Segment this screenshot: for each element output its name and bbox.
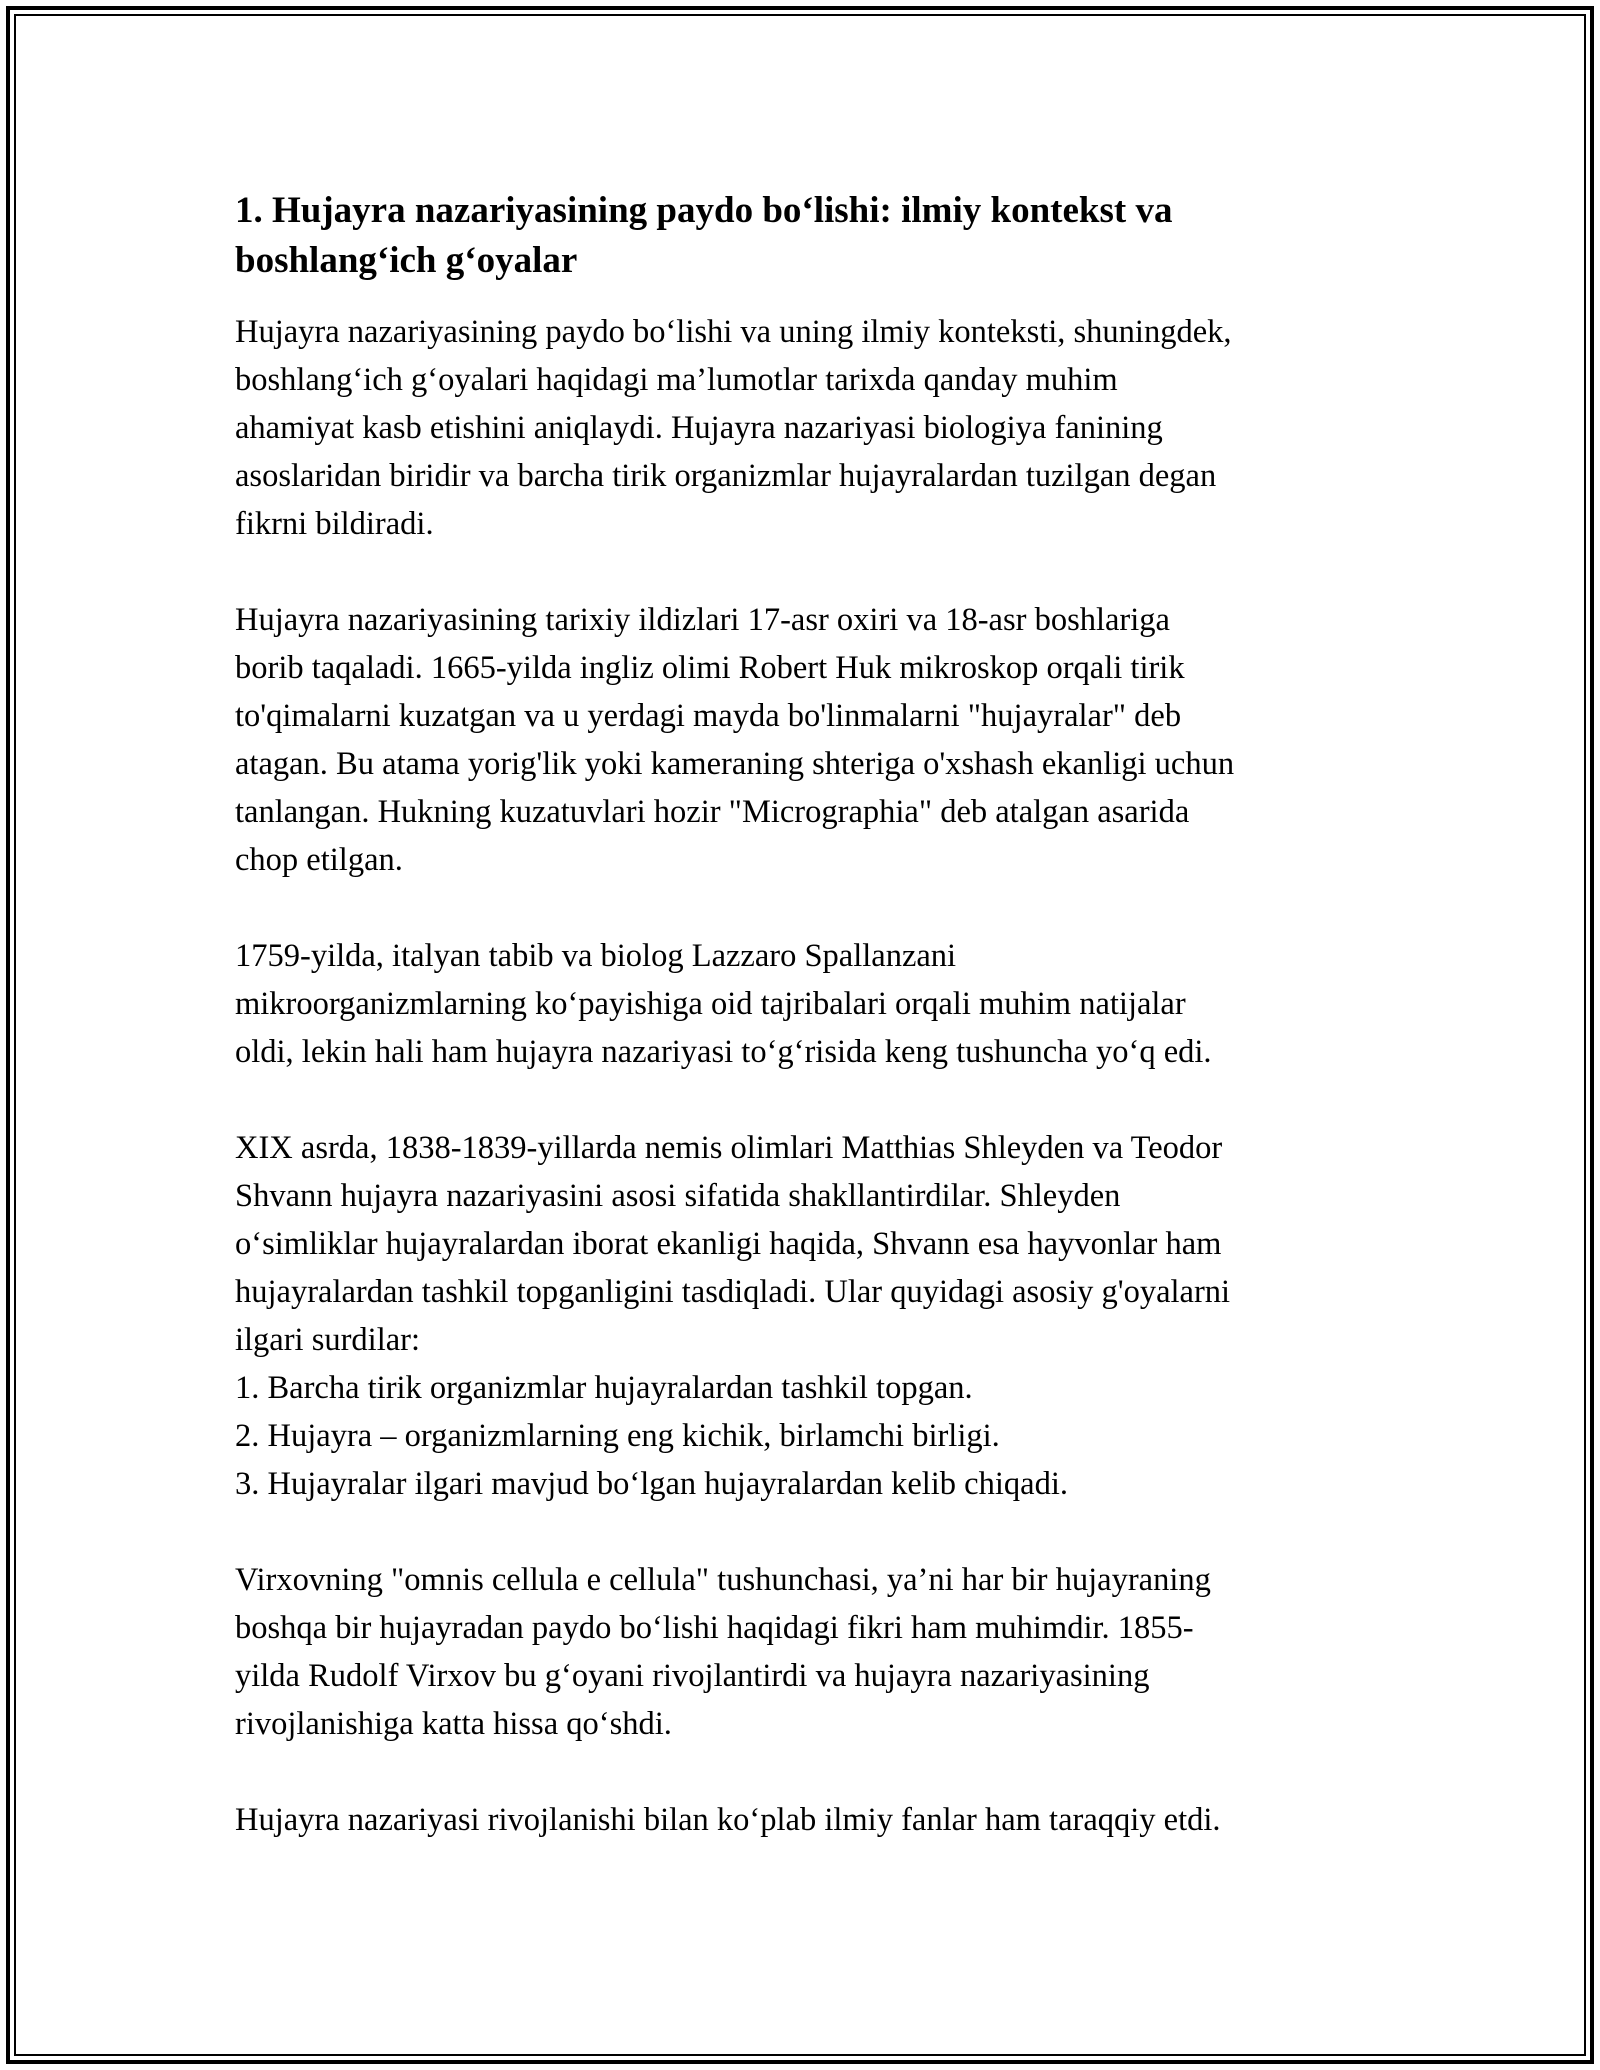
heading-line: 1. Hujayra nazariyasining paydo bo‘lishi: ilmiy kontekst va xyxy=(235,190,1173,231)
text-line: Hujayra nazariyasining tarixiy ildizlari 17-asr oxiri va 18-asr boshlariga xyxy=(235,602,1170,638)
text-line: atagan. Bu atama yorig'lik yoki kameraning shteriga o'xshash ekanligi uchun xyxy=(235,746,1235,782)
list-item: 3. Hujayralar ilgari mavjud bo‘lgan hujayralardan kelib chiqadi. xyxy=(235,1466,1068,1502)
text-line: Hujayra nazariyasining paydo bo‘lishi va uning ilmiy konteksti, shuningdek, xyxy=(235,314,1232,350)
paragraph-spallanzani xyxy=(235,932,1370,1076)
text-line: hujayralardan tashkil topganligini tasdiqladi. Ular quyidagi asosiy g'oyalarni xyxy=(235,1274,1231,1310)
text-line: ahamiyat kasb etishini aniqlaydi. Hujayra nazariyasi biologiya fanining xyxy=(235,410,1163,446)
text-line: to'qimalarni kuzatgan va u yerdagi mayda bo'linmalarni "hujayralar" deb xyxy=(235,698,1182,734)
text-line: fikrni bildiradi. xyxy=(235,506,434,542)
text-line: Hujayra nazariyasi rivojlanishi bilan ko‘plab ilmiy fanlar ham taraqqiy etdi. xyxy=(235,1802,1221,1838)
text-line: oldi, lekin hali ham hujayra nazariyasi to‘g‘risida keng tushuncha yo‘q edi. xyxy=(235,1034,1212,1070)
text-line: XIX asrda, 1838-1839-yillarda nemis olimlari Matthias Shleyden va Teodor xyxy=(235,1130,1223,1166)
paragraph-conclusion xyxy=(235,1796,1370,1844)
paragraph-intro xyxy=(235,308,1370,548)
text-line: boshqa bir hujayradan paydo bo‘lishi haqidagi fikri ham muhimdir. 1855- xyxy=(235,1610,1194,1646)
text-line: 1759-yilda, italyan tabib va biolog Lazzaro Spallanzani xyxy=(235,938,957,974)
paragraph-schleiden-schwann xyxy=(235,1124,1370,1508)
document-body xyxy=(235,186,1370,1892)
text-line: o‘simliklar hujayralardan iborat ekanligi haqida, Shvann esa hayvonlar ham xyxy=(235,1226,1222,1262)
heading-line: boshlang‘ich g‘oyalar xyxy=(235,240,578,281)
text-line: yilda Rudolf Virxov bu g‘oyani rivojlantirdi va hujayra nazariyasining xyxy=(235,1658,1150,1694)
text-line: Virxovning "omnis cellula e cellula" tushunchasi, ya’ni har bir hujayraning xyxy=(235,1562,1211,1598)
text-line: boshlang‘ich g‘oyalari haqidagi ma’lumotlar tarixda qanday muhim xyxy=(235,362,1118,398)
section-heading xyxy=(235,186,1370,286)
text-line: borib taqaladi. 1665-yilda ingliz olimi Robert Huk mikroskop orqali tirik xyxy=(235,650,1185,686)
list-item: 2. Hujayra – organizmlarning eng kichik, birlamchi birligi. xyxy=(235,1418,1000,1454)
paragraph-hooke xyxy=(235,596,1370,884)
paragraph-virchow xyxy=(235,1556,1370,1748)
text-line: mikroorganizmlarning ko‘payishiga oid tajribalari orqali muhim natijalar xyxy=(235,986,1186,1022)
text-line: ilgari surdilar: xyxy=(235,1322,421,1358)
text-line: tanlangan. Hukning kuzatuvlari hozir "Micrographia" deb atalgan asarida xyxy=(235,794,1190,830)
text-line: asoslaridan biridir va barcha tirik organizmlar hujayralardan tuzilgan degan xyxy=(235,458,1217,494)
text-line: rivojlanishiga katta hissa qo‘shdi. xyxy=(235,1706,672,1742)
text-line: chop etilgan. xyxy=(235,842,403,878)
text-line: Shvann hujayra nazariyasini asosi sifatida shakllantirdilar. Shleyden xyxy=(235,1178,1121,1214)
list-item: 1. Barcha tirik organizmlar hujayralardan tashkil topgan. xyxy=(235,1370,973,1406)
